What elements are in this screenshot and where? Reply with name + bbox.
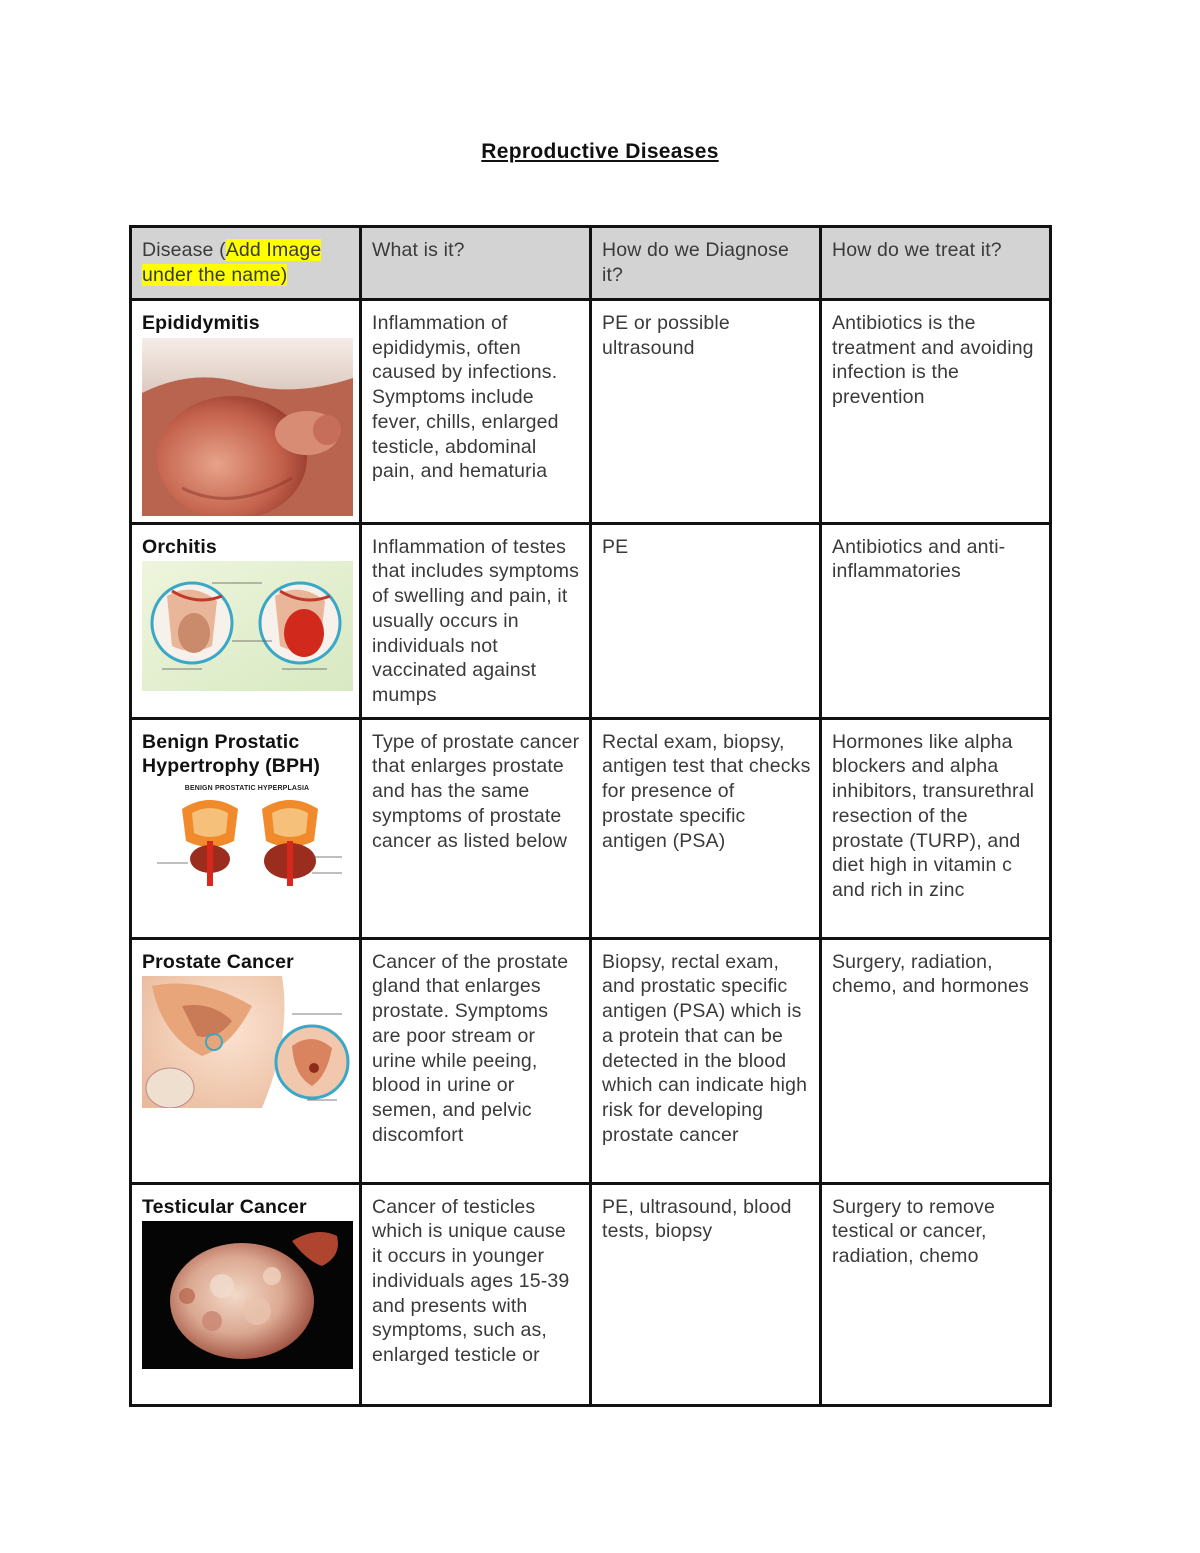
disease-name: Benign Prostatic Hypertrophy (BPH) <box>142 730 321 778</box>
what-cell: Cancer of the prostate gland that enlarges prostate. Symptoms are poor stream or urine while peeing, blood in urine or semen, and pelvic discomfort <box>361 938 591 1183</box>
table-row <box>131 300 1051 524</box>
table-row <box>131 523 1051 718</box>
disease-table <box>129 225 1052 1407</box>
table-header-row <box>131 227 1051 300</box>
header-disease-prefix: Disease ( <box>142 239 226 261</box>
diagnose-cell: PE, ultrasound, blood tests, biopsy <box>591 1183 821 1405</box>
treat-cell: Antibiotics is the treatment and avoiding infection is the prevention <box>821 300 1051 524</box>
what-cell: Inflammation of testes that includes symptoms of swelling and pain, it usually occurs in individuals not vaccinated against mumps <box>361 523 591 718</box>
diagnose-cell: PE or possible ultrasound <box>591 300 821 524</box>
page-title: Reproductive Diseases <box>481 140 719 163</box>
disease-cell <box>131 300 361 524</box>
disease-cell <box>131 523 361 718</box>
header-diagnose: How do we Diagnose it? <box>591 227 821 300</box>
header-disease-suffix: ) <box>280 263 288 286</box>
header-highlight: Add Image under the name <box>142 239 322 286</box>
orchitis-diagram <box>142 561 353 691</box>
disease-name: Testicular Cancer <box>142 1195 307 1218</box>
treat-cell: Antibiotics and anti-inflammatories <box>821 523 1051 718</box>
what-cell: Type of prostate cancer that enlarges prostate and has the same symptoms of prostate cancer as listed below <box>361 718 591 938</box>
disease-name: Orchitis <box>142 535 217 558</box>
treat-cell: Hormones like alpha blockers and alpha inhibitors, transurethral resection of the prostate (TURP), and diet high in vitamin c and rich in zinc <box>821 718 1051 938</box>
bph-diagram <box>142 781 353 893</box>
treat-cell: Surgery, radiation, chemo, and hormones <box>821 938 1051 1183</box>
header-disease <box>131 227 361 300</box>
header-treat: How do we treat it? <box>821 227 1051 300</box>
what-cell: Cancer of testicles which is unique cause it occurs in younger individuals ages 15-39 and presents with symptoms, such as, enlarged testicle or <box>361 1183 591 1405</box>
table-row <box>131 1183 1051 1405</box>
testicular-cancer-photo <box>142 1221 353 1369</box>
bph-diagram-title: BENIGN PROSTATIC HYPERPLASIA <box>184 785 310 793</box>
disease-name: Prostate Cancer <box>142 950 294 973</box>
diagnose-cell: Rectal exam, biopsy, antigen test that checks for presence of prostate specific antigen (PSA) <box>591 718 821 938</box>
disease-cell <box>131 1183 361 1405</box>
treat-cell: Surgery to remove testical or cancer, radiation, chemo <box>821 1183 1051 1405</box>
disease-cell <box>131 938 361 1183</box>
table-row <box>131 938 1051 1183</box>
table-row <box>131 718 1051 938</box>
disease-name: Epididymitis <box>142 312 260 334</box>
epididymitis-photo <box>142 338 353 516</box>
prostate-cancer-diagram <box>142 976 353 1108</box>
diagnose-cell: PE <box>591 523 821 718</box>
disease-cell <box>131 718 361 938</box>
header-what: What is it? <box>361 227 591 300</box>
what-cell: Inflammation of epididymis, often caused by infections. Symptoms include fever, chills, enlarged testicle, abdominal pain, and hematuria <box>361 300 591 524</box>
diagnose-cell: Biopsy, rectal exam, and prostatic specific antigen (PSA) which is a protein that can be detected in the blood which can indicate high risk for developing prostate cancer <box>591 938 821 1183</box>
